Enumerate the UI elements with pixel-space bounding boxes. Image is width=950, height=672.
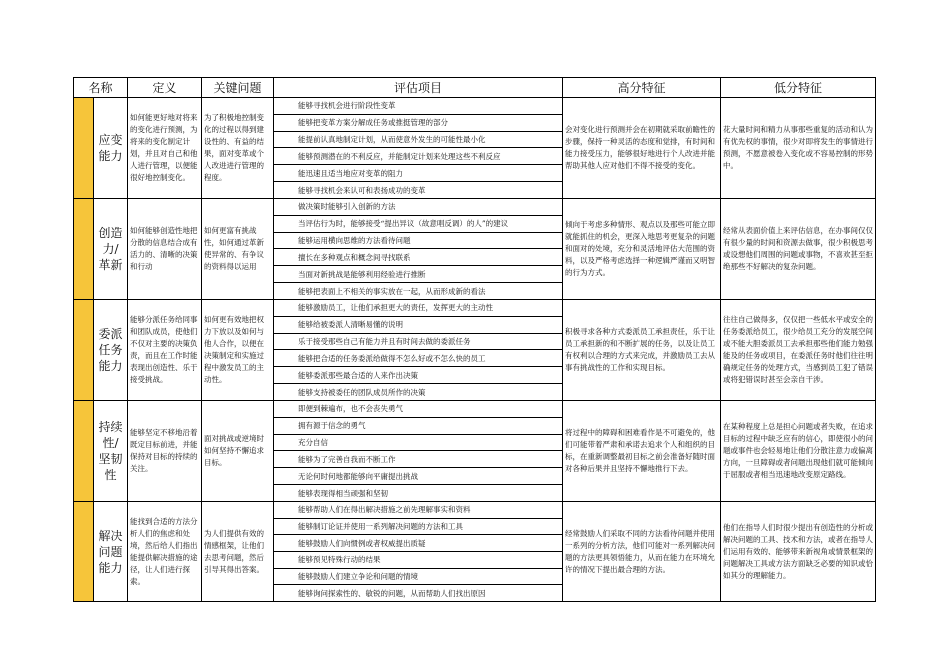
section-definition bbox=[128, 401, 202, 501]
item: 能够支持被委任的团队成员所作的决策 bbox=[298, 387, 426, 397]
item: 擅长在多种观点和概念间寻找联系 bbox=[274, 249, 562, 266]
section-key-question bbox=[202, 401, 274, 501]
item: 能够寻找机会进行阶段性变革 bbox=[274, 98, 562, 115]
item: 充分自信 bbox=[274, 435, 562, 452]
section-high bbox=[563, 98, 721, 198]
high-text: 经常鼓励人们采取不同的方法看待问题并使用一系列的分析方法，他们可能对一系列解决问题的方法更具领悟能力，从而在能力在环境允许的情况下提出最合理的方法。 bbox=[565, 528, 715, 574]
item: 乐于接受那些自己有能力并且有时间去做的委派任务 bbox=[274, 334, 562, 351]
key-question-text: 面对挑战或逆境时如何坚持不懈追求目标。 bbox=[204, 434, 264, 467]
item: 能够表现得相当顽强和坚韧 bbox=[298, 488, 388, 498]
definition-text: 如何能更好地对将来的变化进行预测，为将来的变化制定计划，并且对自己和他人进行管理，以便能很好地控制变化。 bbox=[130, 113, 198, 182]
definition-text: 能找到合适的方法分析人们的焦虑和处境，然后给人们指出能提供解决措施的途径，让人们进行探索。 bbox=[130, 516, 198, 586]
section-definition bbox=[128, 98, 202, 198]
section-delegation bbox=[74, 300, 875, 401]
item: 做决策时能够引入创新的方法 bbox=[274, 199, 562, 216]
header-name: 名称 bbox=[74, 78, 128, 98]
section-name bbox=[94, 502, 128, 601]
section-items bbox=[274, 502, 563, 601]
section-name-text: 持续性/坚韧性 bbox=[98, 420, 123, 482]
section-high bbox=[563, 300, 721, 400]
section-name-text: 应变能力 bbox=[98, 133, 123, 163]
section-name bbox=[94, 199, 128, 299]
high-text: 会对变化进行预测并会在初期就采取前瞻性的步骤，保持一种灵活的态度和觉排，有时间和能力接受压力，能够很好地进行个人改进并能帮助其他人应对他们不得不接受的变化。 bbox=[565, 125, 715, 170]
item: 当面对新挑战是能够利用经验进行推断 bbox=[274, 266, 562, 283]
section-key-question bbox=[202, 300, 274, 400]
definition-text: 能够分派任务给同事和团队成员，使他们不仅对主要的决策负责，而且在工作时能表现出创造性、乐于接受挑战。 bbox=[130, 315, 198, 384]
item: 能够预见特殊行动的结果 bbox=[274, 552, 562, 569]
section-name-text: 创造力/革新 bbox=[98, 226, 123, 272]
header-items: 评估项目 bbox=[274, 78, 563, 98]
section-high bbox=[563, 401, 721, 501]
high-text: 积极寻求各种方式委派员工承担责任，乐于让员工承担新的和不断扩展的任务，以及让员工有权利以合理的方式来完成，并激励员工去从事有挑战性的工作和实现目标。 bbox=[565, 327, 715, 372]
item: 能够鼓励人们向惯例或者权威提出质疑 bbox=[274, 535, 562, 552]
item: 能够委派那些最合适的人来作出决策 bbox=[274, 367, 562, 384]
section-marker bbox=[74, 502, 94, 601]
section-definition bbox=[128, 300, 202, 400]
section-key-question bbox=[202, 199, 274, 299]
key-question-text: 为了积极地控制变化的过程以得到建设性的、有益的结果，面对变革或个人改进进行管理的程度。 bbox=[204, 113, 264, 182]
header-low: 低分特征 bbox=[721, 78, 875, 98]
item: 能够帮助人们在得出解决措施之前先理解事实和资料 bbox=[274, 502, 562, 519]
section-marker bbox=[74, 98, 94, 198]
section-persistence bbox=[74, 401, 875, 502]
section-key-question bbox=[202, 502, 274, 601]
section-name bbox=[94, 401, 128, 501]
section-adaptability bbox=[74, 98, 875, 199]
header-definition: 定义 bbox=[128, 78, 202, 98]
high-text: 将过程中的障碍和困难看作是不可避免的，他们可能带着严肃和承诺去追求个人和组织的目标，在重新调整最初目标之前会准备好随时面对各种后果并且坚持不懈地推行下去。 bbox=[565, 428, 715, 473]
item: 能够把合适的任务委派给做得不怎么好或不怎么快的员工 bbox=[274, 350, 562, 367]
low-text: 在某种程度上总是担心问题或者失败，在追求目标的过程中缺乏应有的信心，即使很小的问题或事件也会轻易地让他们分散注意力或偏离方向，一旦障碍或者问题出现他们就可能倾向于屈服或者相当迅速地改变原定路线。 bbox=[723, 422, 873, 479]
item: 能迅速且适当地应对变革的阻力 bbox=[274, 165, 562, 182]
item: 能够运用横向思维的方法看待问题 bbox=[274, 233, 562, 250]
section-high bbox=[563, 199, 721, 299]
section-items bbox=[274, 98, 563, 198]
high-text: 倾向于考虑多种情形、观点以及那些可能立即就能抓住的机会，更深入地思考更复杂的问题和面对的处境，充分和灵活地评估大范围的资料，以及严格考虑选择一种逻辑严谨而又明智的行为方式。 bbox=[565, 220, 715, 277]
key-question-text: 为人们提供有效的情感框架，让他们去思考问题，然后引导其得出答案。 bbox=[204, 528, 264, 574]
item: 能提前认真地制定计划，从而使意外发生的可能性最小化 bbox=[274, 132, 562, 149]
assessment-table bbox=[73, 77, 876, 602]
key-question-text: 如何更富有挑战性，如何通过革新使异常的、有争议的资料得以运用 bbox=[204, 226, 264, 271]
definition-text: 如何能够创造性地把分散的信息结合成有活力的、清晰的决策和行动 bbox=[130, 226, 198, 271]
section-low bbox=[721, 98, 875, 198]
item: 能够为了完善自我而不断工作 bbox=[274, 451, 562, 468]
item: 当评估行为时，能够接受“提出异议（故意唱反调）的人”的建议 bbox=[274, 216, 562, 233]
section-low bbox=[721, 401, 875, 501]
item: 能够把表面上不相关的事实放在一起，从而形成新的看法 bbox=[298, 286, 486, 296]
header-high: 高分特征 bbox=[563, 78, 721, 98]
section-low bbox=[721, 502, 875, 601]
section-definition bbox=[128, 199, 202, 299]
section-high bbox=[563, 502, 721, 601]
section-marker bbox=[74, 401, 94, 501]
item: 无论何时何地都能够向平庸提出挑战 bbox=[274, 468, 562, 485]
section-name-text: 委派任务能力 bbox=[98, 327, 123, 373]
low-text: 花大量时间和精力从事那些重复的活动和认为有优先权的事情，很少对即将发生的事情进行预测，不愿意被卷入变化或不容易控制的形势中。 bbox=[723, 125, 873, 170]
section-marker bbox=[74, 300, 94, 400]
item: 能够鼓励人们建立争论和问题的情境 bbox=[274, 569, 562, 586]
item: 能够询问探索性的、敏锐的问题，从而帮助人们找出原因 bbox=[298, 588, 486, 598]
section-problem-solving bbox=[74, 502, 875, 601]
section-low bbox=[721, 199, 875, 299]
item: 能够寻找机会来认可和表扬成功的变革 bbox=[298, 185, 426, 195]
low-text: 他们在指导人们时很少提出有创造性的分析或解决问题的工具、技术和方法，或者在指导人们运用有效的、能够带来新视角或情景框架的问题解决工具或方法方面缺乏必要的知识或恰如其分的理解能力。 bbox=[723, 522, 873, 580]
low-text: 往往自己做得多，仅仅把一些低水平或安全的任务委派给员工，很少给员工充分的发展空间或不能大胆委派员工去承担那些他们能力勉强能及的任务或项目，在委派任务时他们往往明确规定任务的处理方式，当感到员工犯了错误或将犯错误时甚至会亲自干涉。 bbox=[723, 315, 873, 384]
section-key-question bbox=[202, 98, 274, 198]
item: 能够给被委派人清晰易懂的说明 bbox=[274, 317, 562, 334]
section-marker bbox=[74, 199, 94, 299]
section-creativity bbox=[74, 199, 875, 300]
item: 拥有源于信念的勇气 bbox=[274, 418, 562, 435]
definition-text: 能够坚定不移地沿着既定目标前进，并能保持对目标的持续的关注。 bbox=[130, 428, 198, 473]
section-low bbox=[721, 300, 875, 400]
low-text: 经常从表面价值上来评估信息，在办事间仅仅有很少量的时间和资源去做事，很少积极思考或设想他们周围的问题或事物，不喜欢甚至拒绝那些不好解决的复杂问题。 bbox=[723, 226, 873, 271]
key-question-text: 如何更有效地把权力下放以及如何与他人合作，以便在决策制定和实施过程中激发员工的主动性。 bbox=[204, 315, 264, 384]
section-items bbox=[274, 300, 563, 400]
item: 能够把变革方案分解成任务或推挺管理的部分 bbox=[274, 115, 562, 132]
item: 能够激励员工，让他们承担更大的责任，发挥更大的主动性 bbox=[274, 300, 562, 317]
section-items bbox=[274, 401, 563, 501]
section-name bbox=[94, 98, 128, 198]
section-name-text: 解决问题能力 bbox=[98, 528, 123, 575]
section-definition bbox=[128, 502, 202, 601]
item: 即便到棘遍布，也不会丧失勇气 bbox=[274, 401, 562, 418]
section-items bbox=[274, 199, 563, 299]
item: 能够预测潜在的不利反应，并能制定计划来处理这些不利反应 bbox=[274, 148, 562, 165]
section-name bbox=[94, 300, 128, 400]
header-key-question: 关键问题 bbox=[202, 78, 274, 98]
item: 能够制订论证并使用一系列解决问题的方法和工具 bbox=[274, 519, 562, 536]
